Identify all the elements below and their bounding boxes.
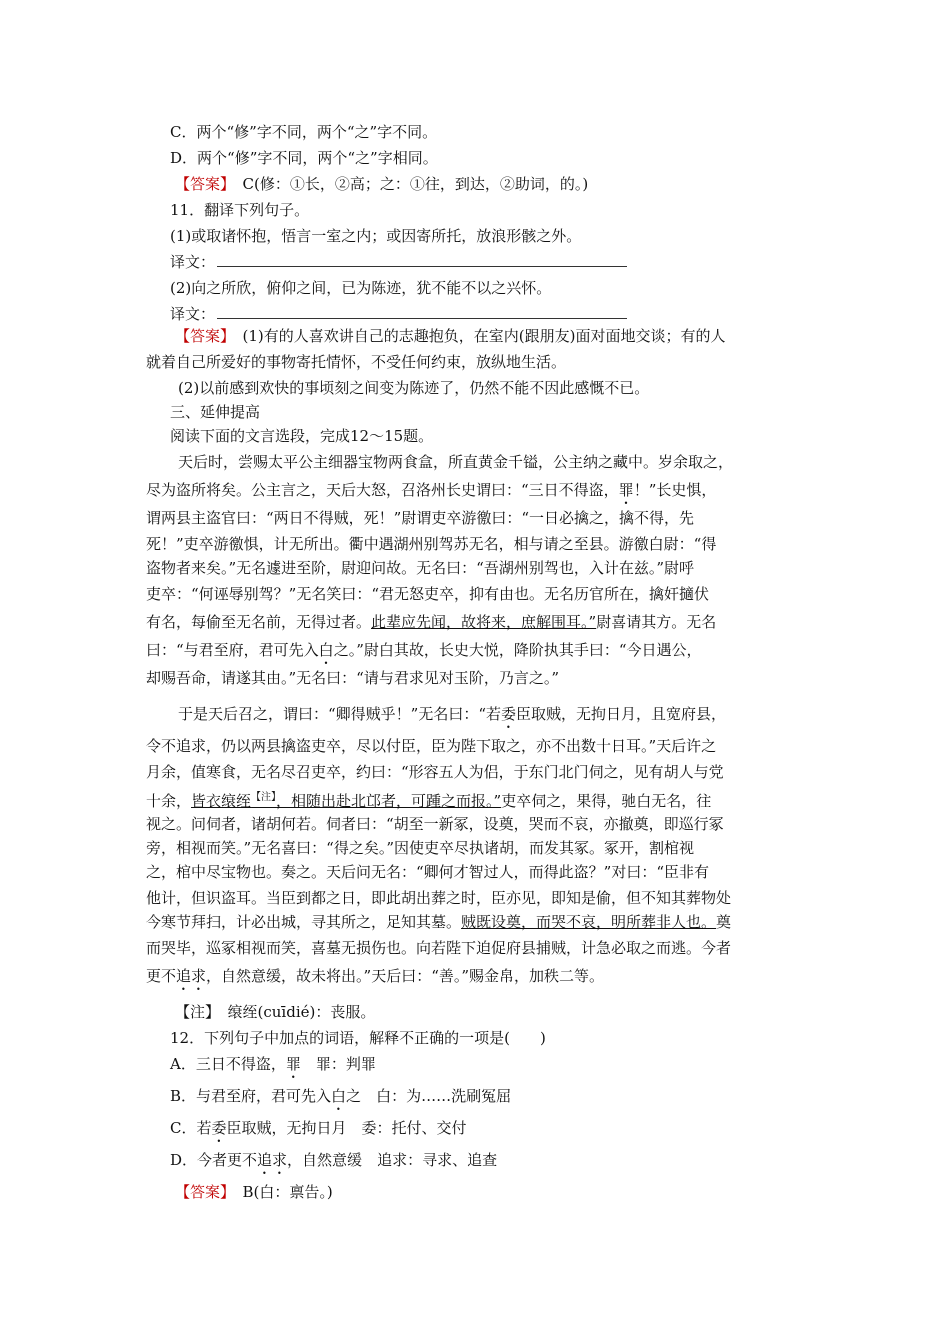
passage-line: 他计，但识盗耳。当臣到都之日，即此胡出葬之时，臣亦见，即知是偷，但不知其葬物处 (146, 889, 732, 907)
dotted-word: 委 (211, 1119, 227, 1137)
dotted-word: 罪 (285, 1055, 301, 1073)
passage-line: 于是天后召之，谓曰：“卿得贼乎！”无名曰：“若委臣取贼，无拘日月，且宽府县， (178, 705, 727, 723)
passage-line: 曰：“与君至府，君可先入白之。”尉白其故，长史大悦，降阶执其手曰：“今日遇公， (146, 641, 702, 659)
answer-tag: 【答案】 (175, 327, 228, 345)
q11-answer-line-2: 就着自己所爱好的事物寄托情怀，不受任何约束，放纵地生活。 (146, 353, 567, 371)
q12-option-c: C．若委臣取贼，无拘日月 委：托付、交付 (170, 1119, 467, 1137)
answer-tag: 【答案】 (175, 1183, 228, 1201)
q10-option-d: D．两个“修”字不同，两个“之”字相同。 (170, 149, 438, 167)
dotted-word: 罪 (618, 481, 634, 499)
passage-line: 吏卒：“何诬辱别驾？”无名笑曰：“君无怒吏卒，抑有由也。无名历官所在，擒奸擿伏 (146, 585, 710, 603)
q11-answer-line-1 (175, 326, 725, 350)
q11-sentence-1: (1)或取诸怀抱，悟言一室之内；或因寄所托，放浪形骸之外。 (170, 227, 582, 245)
passage-line: 视之。问伺者，诸胡何若。伺者曰：“胡至一新冢，设奠，哭而不哀，亦撤奠，即巡行冢 (146, 815, 724, 833)
dotted-word: 委 (501, 705, 517, 723)
dotted-word: 追求 (257, 1151, 288, 1169)
section-instruction: 阅读下面的文言选段，完成12～15题。 (170, 427, 434, 445)
dotted-word: 白 (318, 641, 334, 659)
dotted-word: 白 (331, 1087, 347, 1105)
passage-line: 有名，每偷至无名前，无得过者。此辈应先闻，故将来，庶解围耳。”尉喜请其方。无名 (146, 613, 717, 631)
q12-option-b: B．与君至府，君可先入白之 白：为……洗刷冤屈 (170, 1087, 512, 1105)
passage-line: 谓两县主盗官曰：“两日不得贼，死！”尉谓吏卒游徼曰：“一日必擒之，擒不得，先 (146, 509, 695, 527)
q12-answer (175, 1182, 333, 1206)
section-title: 三、延伸提高 (170, 403, 261, 421)
q11-answer-line-3: (2)以前感到欢快的事顷刻之间变为陈迹了，仍然不能不因此感慨不已。 (178, 379, 650, 397)
translation-label: 译文： (170, 305, 216, 323)
note-tag: 【注】 (175, 1003, 213, 1021)
answer-text: B(白：禀告。) (227, 1183, 333, 1201)
answer-text: (1)有的人喜欢讲自己的志趣抱负，在室内(跟朋友)面对面地交谈；有的人 (227, 327, 726, 345)
passage-line: 却赐吾命，请遂其由。”无名曰：“请与君求见对玉阶，乃言之。” (146, 669, 560, 687)
passage-line: 死！”吏卒游徼惧，计无所出。衢中遇湖州别驾苏无名，相与请之至县。游徼白尉：“得 (146, 535, 717, 553)
passage-line: 旁，相视而笑。”无名喜曰：“得之矣。”因使吏卒尽执诸胡，而发其冢。冢开，割棺视 (146, 839, 695, 857)
underlined-sentence: 此辈应先闻，故将来，庶解围耳。” (371, 613, 597, 631)
q11-sentence-2: (2)向之所欣，俯仰之间，已为陈迹，犹不能不以之兴怀。 (170, 279, 552, 297)
note-text: 缞绖(cuīdié)：丧服。 (212, 1003, 376, 1021)
answer-text: C(修：①长，②高；之：①往，到达，②助词，的。) (227, 175, 589, 193)
translation-blank[interactable] (217, 304, 627, 319)
passage-line: 天后时，尝赐太平公主细器宝物两食盒，所直黄金千镒，公主纳之藏中。岁余取之， (178, 453, 734, 471)
passage-note (175, 1002, 375, 1026)
q12-option-a: A．三日不得盗，罪 罪：判罪 (170, 1055, 376, 1073)
answer-tag: 【答案】 (175, 175, 228, 193)
passage-line: 之，棺中尽宝物也。奏之。天后问无名：“卿何才智过人，而得此盗？”对曰：“臣非有 (146, 863, 710, 881)
passage-line: 而哭毕，巡冢相视而笑，喜墓无损伤也。向若陛下迫促府县捕贼，计急必取之而逃。今者 (146, 939, 732, 957)
underlined-sentence: 贼既设奠，而哭不哀，明所葬非人也。 (461, 913, 717, 931)
passage-line: 今寒节拜扫，计必出城，寻其所之，足知其墓。贼既设奠，而哭不哀，明所葬非人也。奠 (146, 913, 732, 931)
passage-line: 尽为盗所将矣。公主言之，天后大怒，召洛州长史谓曰：“三日不得盗，罪！”长史惧， (146, 481, 717, 499)
passage-line: 盗物者来矣。”无名遽进至阶，尉迎问故。无名曰：“吾湖州别驾也，入计在兹。”尉呼 (146, 559, 695, 577)
translation-blank[interactable] (217, 252, 627, 267)
q11-translation-2 (170, 304, 627, 328)
q11-title: 11．翻译下列句子。 (170, 201, 310, 219)
q12-option-d: D．今者更不追求，自然意缓 追求：寻求、追查 (170, 1151, 498, 1169)
passage-line: 十余，皆衣缞绖$^{【注】}$，相随出赴北邙者，可踵之而报。”吏卒伺之，果得，驰白无名，往 (146, 792, 712, 810)
q10-answer (175, 174, 588, 198)
passage-line: 令不追求，仍以两县擒盗吏卒，尽以付臣，臣为陛下取之，亦不出数十日耳。”天后许之 (146, 737, 717, 755)
note-marker: 【注】 (251, 792, 277, 803)
translation-label: 译文： (170, 253, 216, 271)
passage-line: 更不追求，自然意缓，故未将出。”天后曰：“善。”赐金帛，加秩二等。 (146, 967, 605, 985)
q12-title: 12．下列句子中加点的词语，解释不正确的一项是( ) (170, 1029, 546, 1047)
passage-line: 月余，值寒食，无名尽召吏卒，约曰：“形容五人为侣，于东门北门伺之，见有胡人与党 (146, 763, 724, 781)
q11-translation-1 (170, 252, 627, 276)
dotted-word: 追求 (176, 967, 207, 985)
underlined-sentence: 皆衣缞绖$^{【注】}$，相随出赴北邙者，可踵之而报。” (191, 792, 502, 810)
q10-option-c: C．两个“修”字不同，两个“之”字不同。 (170, 123, 438, 141)
